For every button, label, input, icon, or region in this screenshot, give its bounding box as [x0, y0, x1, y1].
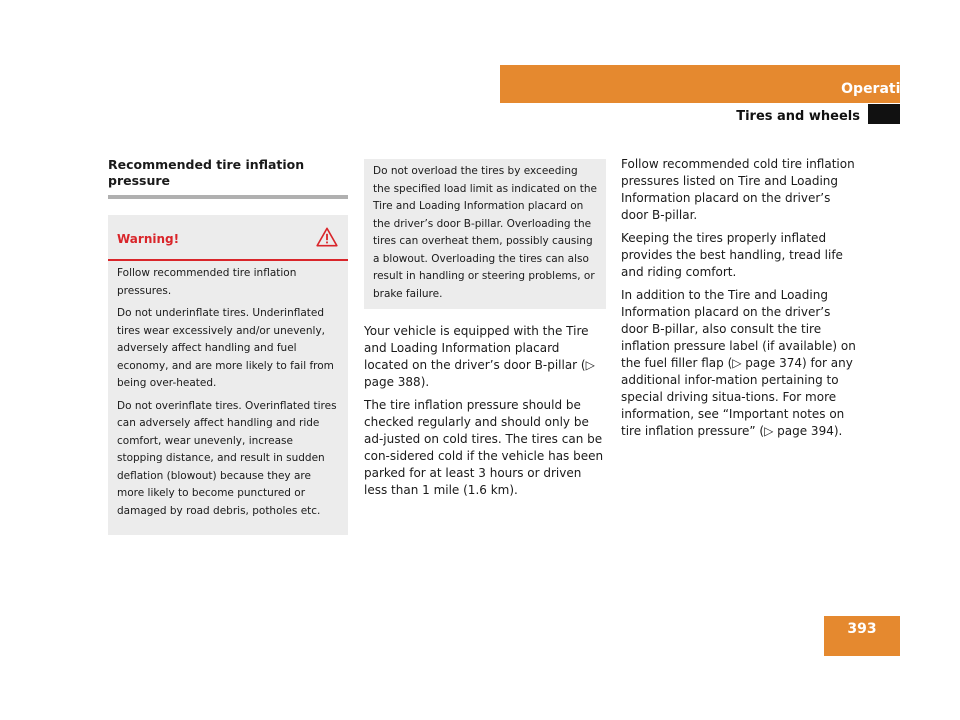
subsection-title: Tires and wheels	[736, 109, 860, 124]
middle-column	[364, 159, 606, 505]
body-paragraph: Keeping the tires properly inflated provides the best handling, tread life and riding comfort.	[621, 231, 843, 279]
body-paragraph: Follow recommended cold tire inflation pressures listed on Tire and Loading Information placard on the driver’s door B-pillar.	[621, 157, 855, 222]
warning-continued-box	[364, 159, 606, 309]
page-number: 393	[847, 621, 877, 637]
warning-continued-text: Do not overload the tires by exceeding the specified load limit as indicated on the Tire and Loading Information placard on the driver’s door B-pillar. Overloading the tires can overheat them, possibly causing a blowout. Overloading the tires can also result in handling or steering problems, or brake failure.	[373, 165, 597, 300]
header-band	[500, 65, 900, 103]
page-title: Recommended tire inflation pressure	[108, 157, 305, 188]
warning-box	[108, 215, 348, 535]
body-paragraph: Your vehicle is equipped with the Tire and Loading Information placard located on the driver’s door B-pillar (▷ page 388).	[364, 324, 595, 389]
warning-triangle-icon	[316, 227, 338, 251]
warning-label: Warning!	[117, 232, 180, 246]
warning-paragraph: Do not underinflate tires. Underinflated tires wear excessively and/or unevenly, adversely affect handling and fuel economy, and are more likely to fail from being over-heated.	[117, 307, 334, 389]
warning-header	[108, 215, 348, 261]
body-paragraph: The tire inflation pressure should be checked regularly and should only be ad-justed on cold tires. The tires can be con-sidered cold if the vehicle has been parked for at least 3 hours or driven less than 1 mile (1.6 km).	[364, 398, 604, 497]
warning-paragraph: Follow recommended tire inflation pressures.	[117, 267, 297, 297]
right-column	[621, 156, 861, 446]
left-column	[108, 157, 348, 535]
warning-paragraph: Do not overinflate tires. Overinflated tires can adversely affect handling and ride comfort, wear unevenly, increase stopping distance, and result in sudden deflation (blowout) because they are more likely to become punctured or damaged by road debris, potholes etc.	[117, 399, 337, 517]
warning-body	[108, 261, 348, 529]
title-divider	[108, 195, 348, 199]
page-number-box	[824, 616, 900, 656]
section-title: Operation	[841, 81, 920, 97]
body-paragraph: In addition to the Tire and Loading Information placard on the driver’s door B-pillar, also consult the tire inflation pressure label (if available) on the fuel filler flap (▷ page 374) for any additional infor-mation pertaining to special driving situa-tions. For more information, see “Important notes on tire inflation pressure” (▷ page 394).	[621, 288, 856, 438]
header-marker	[868, 104, 900, 124]
